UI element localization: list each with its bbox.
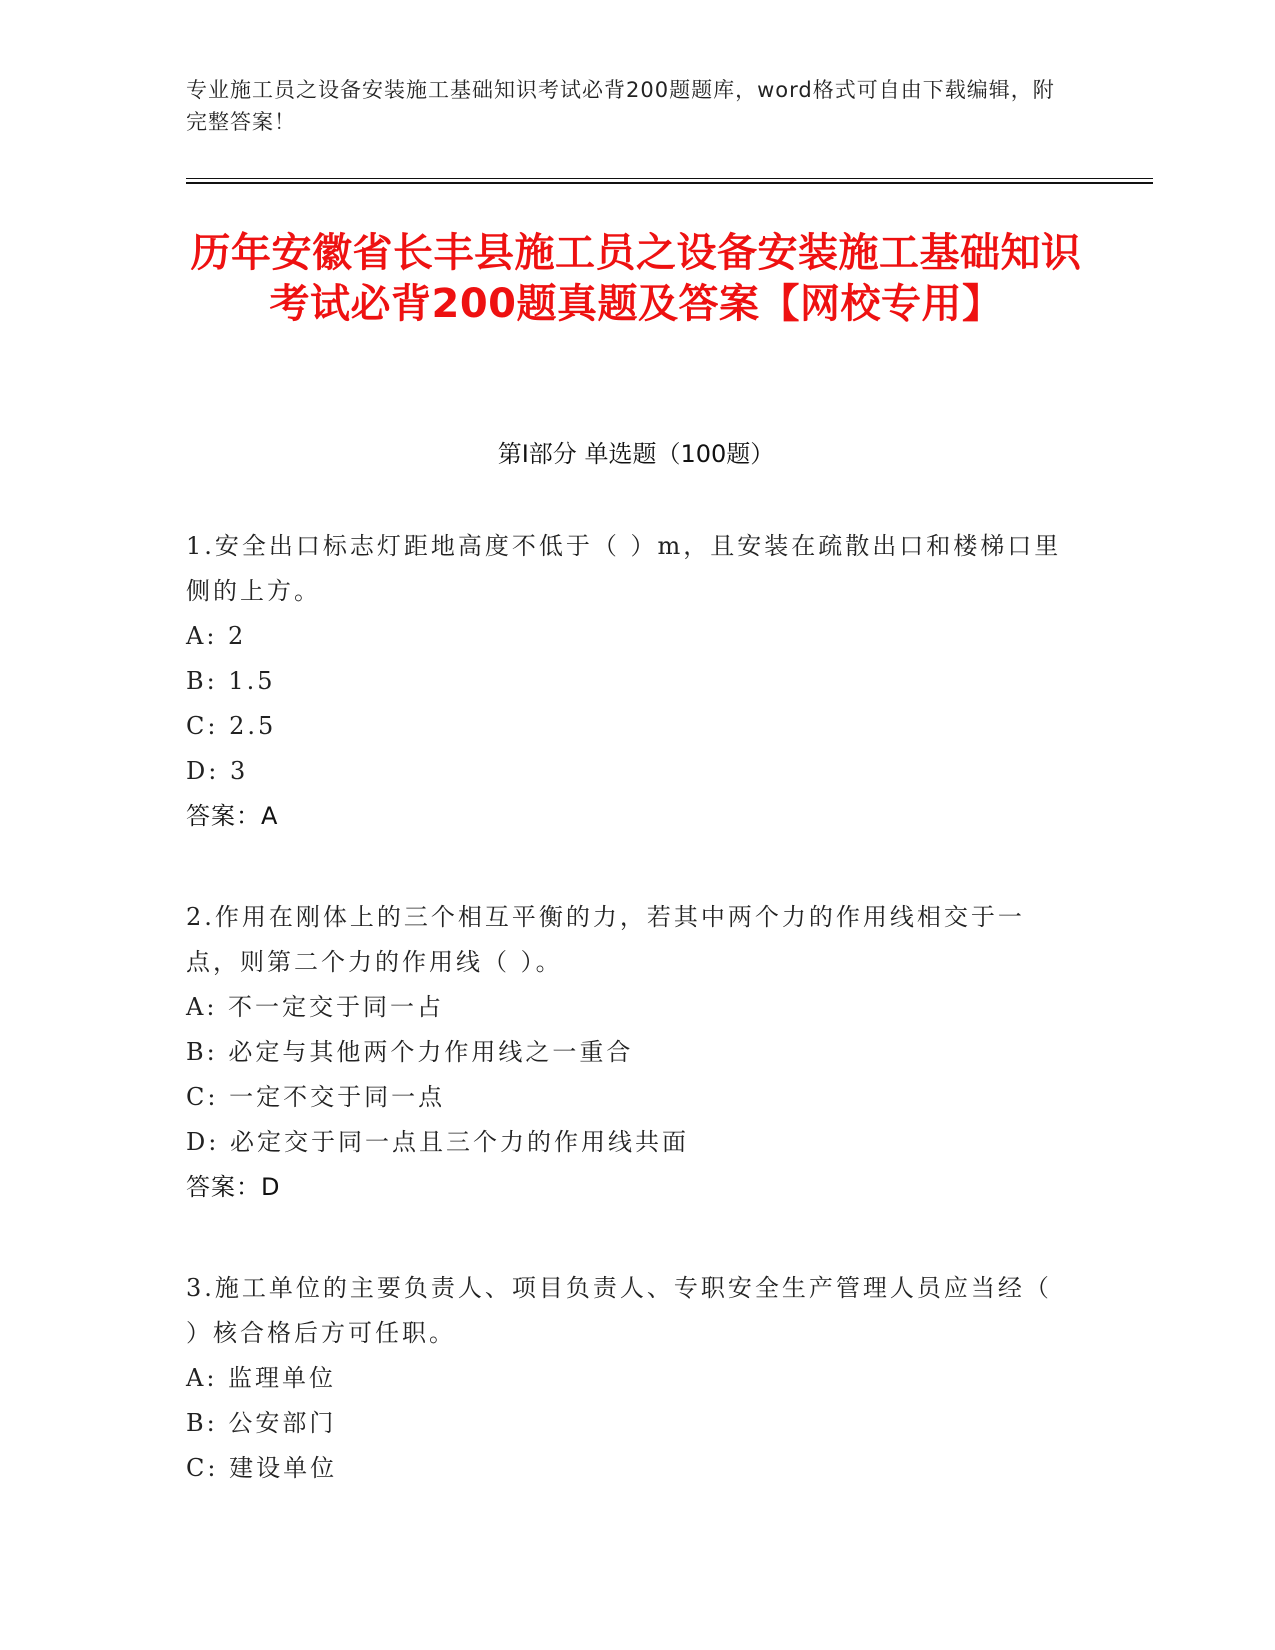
option-b: B: 必定与其他两个力作用线之一重合	[186, 1038, 634, 1066]
question-stem: 2.作用在刚体上的三个相互平衡的力，若其中两个力的作用线相交于一点，则第二个力的作用线（ ）。	[186, 903, 1025, 976]
option-d: D: 3	[186, 757, 249, 785]
question-stem: 1.安全出口标志灯距地高度不低于（ ）m，且安装在疏散出口和楼梯口里侧的上方。	[186, 532, 1062, 605]
option-b: B: 公安部门	[186, 1409, 337, 1437]
option-a: A: 监理单位	[186, 1364, 337, 1392]
question-stem: 3.施工单位的主要负责人、项目负责人、专职安全生产管理人员应当经（ ）核合格后方可任职。	[186, 1274, 1052, 1347]
section-heading: 第I部分 单选题（100题）	[497, 440, 775, 468]
document-title: 历年安徽省长丰县施工员之设备安装施工基础知识考试必背200题真题及答案【网校专用】	[190, 230, 1082, 327]
question-list	[186, 524, 1066, 1547]
option-d: D: 必定交于同一点且三个力的作用线共面	[186, 1128, 689, 1156]
header-note: 专业施工员之设备安装施工基础知识考试必背200题题库，word格式可自由下载编辑，附完整答案！	[186, 78, 1055, 134]
question-2	[186, 895, 1066, 1210]
answer: 答案：A	[186, 802, 279, 830]
question-3	[186, 1266, 1066, 1491]
answer: 答案：D	[186, 1173, 281, 1201]
header-rule-thin	[186, 178, 1153, 179]
option-b: B: 1.5	[186, 667, 276, 695]
option-a: A: 2	[186, 622, 247, 650]
header-rule-thick	[186, 182, 1153, 184]
option-a: A: 不一定交于同一占	[186, 993, 445, 1021]
option-c: C: 一定不交于同一点	[186, 1083, 446, 1111]
option-c: C: 建设单位	[186, 1454, 338, 1482]
question-1	[186, 524, 1066, 839]
option-c: C: 2.5	[186, 712, 277, 740]
